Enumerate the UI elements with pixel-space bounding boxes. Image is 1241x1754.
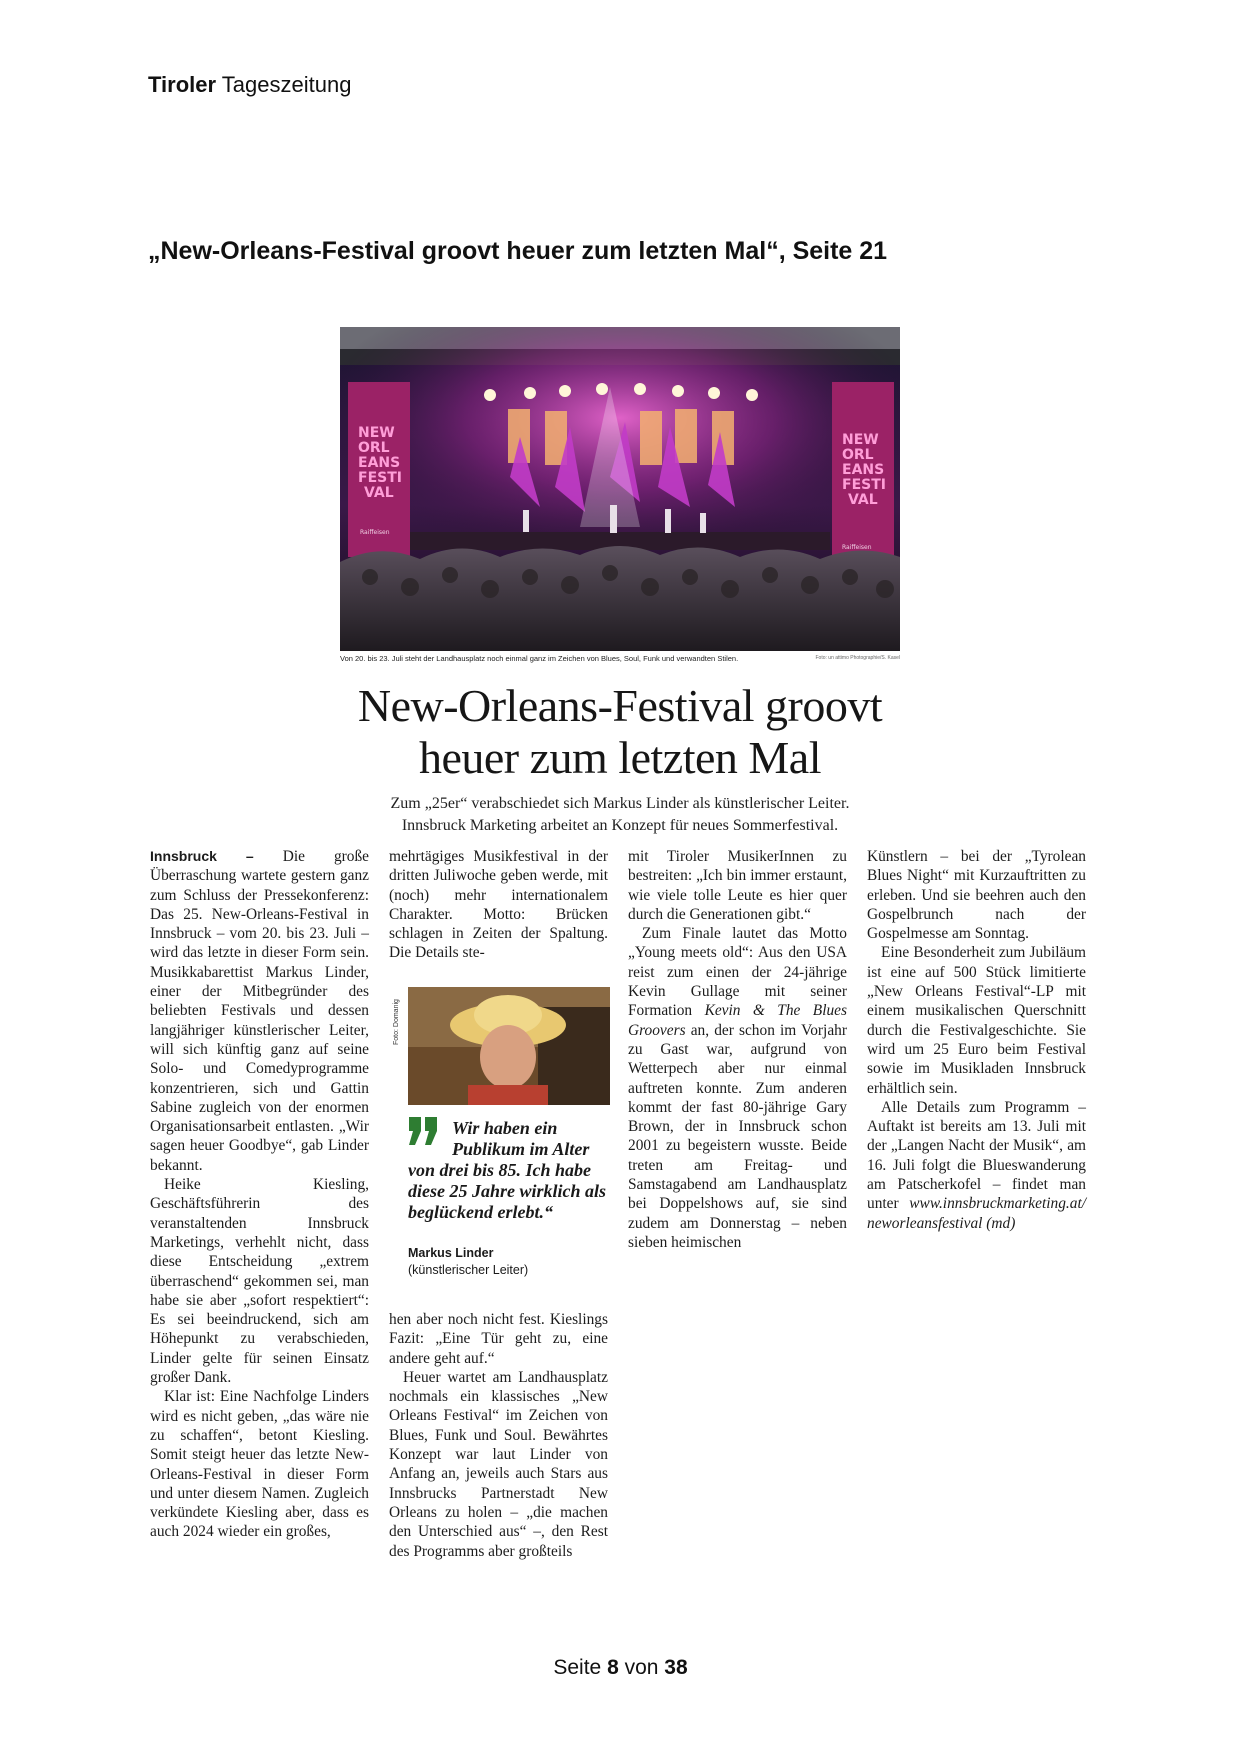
paragraph: Heike Kiesling, Geschäftsführerin des veranstaltenden Innsbruck Marketings, verhehlt nicht, dass diese Entscheidung „extrem überraschend“ gekommen sei, man habe sie aber „sofort respektiert“: Es sei beeindruckend, sich am Höhepunkt zu verabschieden, Linder gelte für seinen Einsatz großer Dank. xyxy=(150,1176,369,1387)
paragraph: mit Tiroler MusikerInnen zu bestreiten: „Ich bin immer erstaunt, wie viele tolle Leute es hier quer durch die Generationen gibt.“ xyxy=(628,848,847,923)
quote-line-2: Publikum im Alter xyxy=(452,1139,590,1159)
svg-text:FESTI: FESTI xyxy=(358,470,402,486)
pull-quote xyxy=(408,1118,612,1223)
clip-title: „New-Orleans-Festival groovt heuer zum letzten Mal“, Seite 21 xyxy=(148,237,888,265)
footer-total: 38 xyxy=(664,1656,688,1679)
band-name: Kevin & The Blues Groovers xyxy=(628,1002,847,1039)
page-footer xyxy=(0,1656,1241,1680)
svg-text:ORL: ORL xyxy=(842,447,874,463)
subline-line-2: Innsbruck Marketing arbeitet an Konzept für neues Sommerfestival. xyxy=(401,817,839,834)
svg-text:NEW: NEW xyxy=(842,432,879,448)
paragraph-text: Die große Überraschung wartete gestern ganz zum Schluss der Pressekonferenz: Das 25. New-Orleans-Festival in Innsbruck – vom 20. bis 23. Juli – wird das letzte in dieser Form sein. Musikkabarettist Markus Linder, einer der Mitbegründer des beliebten Festivals und dessen langjähriger künstlerischer Leiter, will sich künftig ganz auf seine Solo- und Comedyprogramme konzentrieren, sich und Gattin Sabine zugleich von der enormen Organisationsarbeit entlasten. „Wir sagen heuer Goodbye“, gab Linder bekannt. xyxy=(150,848,369,1174)
paragraph: Heuer wartet am Landhausplatz nochmals ein klassisches „New Orleans Festival“ im Zeichen von Blues, Funk und Soul. Bewährtes Konzept war laut Linder von Anfang an, jeweils auch Stars aus Innsbrucks Partnerstadt New Orleans zu holen – „die machen den Unterschied aus“ –, den Rest des Programms aber großteils xyxy=(389,1368,608,1560)
article-column-1 xyxy=(150,847,369,1542)
portrait-credit: Foto: Domanig xyxy=(393,999,400,1045)
quote-author-role: (künstlerischer Leiter) xyxy=(408,1263,529,1277)
paragraph: Künstlern – bei der „Tyrolean Blues Night“ mit Kurzauftritten zu erleben. Und sie beehren auch den Gospelbrunch nach der Gospelmesse am Sonntag. xyxy=(867,848,1086,943)
svg-text:EANS: EANS xyxy=(842,462,885,478)
footer-page: 8 xyxy=(607,1656,619,1679)
brand-rest: Tageszeitung xyxy=(221,72,352,97)
quote-author-name: Markus Linder xyxy=(408,1246,494,1260)
article-column-2-top xyxy=(389,847,608,963)
festival-url: www.innsbruckmarketing.at/ neworleansfestival (md) xyxy=(867,1195,1086,1232)
quote-line-1: Wir haben ein xyxy=(452,1118,558,1138)
article-headline xyxy=(300,680,940,784)
svg-text:FESTI: FESTI xyxy=(842,477,886,493)
headline-line-1: New-Orleans-Festival groovt xyxy=(357,680,883,731)
festival-photo xyxy=(340,327,900,651)
brand-bold: Tiroler xyxy=(148,72,217,97)
photo-credit: Foto: un attimo Photographie/S. Kasel xyxy=(815,655,900,661)
paragraph xyxy=(150,847,369,1175)
caption-text: Von 20. bis 23. Juli steht der Landhausplatz noch einmal ganz im Zeichen von Blues, Soul, Funk und verwandten Stilen. xyxy=(340,654,739,663)
svg-text:NEW: NEW xyxy=(358,425,395,441)
subline-line-1: Zum „25er“ verabschiedet sich Markus Linder als künstlerischer Leiter. xyxy=(390,795,850,812)
quote-author xyxy=(408,1245,528,1279)
quote-rest: von drei bis 85. Ich habe diese 25 Jahre wirklich als beglückend erlebt.“ xyxy=(408,1160,607,1222)
svg-text:VAL: VAL xyxy=(848,492,878,508)
newspaper-header xyxy=(148,72,351,98)
article-column-3 xyxy=(628,847,847,1252)
footer-mid: von xyxy=(624,1656,659,1679)
paragraph: Klar ist: Eine Nachfolge Linders wird es nicht geben, „das wäre nie zu schaffen“, betont Kiesling. Somit steigt heuer das letzte New-Orleans-Festival in dieser Form und unter diesem Namen. Zugleich verkündete Kiesling aber, dass es auch 2024 wieder ein großes, xyxy=(150,1388,369,1541)
paragraph-text: Alle Details zum Programm – Auftakt ist bereits am 13. Juli mit der „Langen Nacht der Musik“, am 16. Juli folgt die Blueswanderung am Patscherkofel – findet man unter xyxy=(867,1098,1086,1213)
photo-caption xyxy=(340,654,900,663)
svg-text:Raiffeisen: Raiffeisen xyxy=(360,529,390,536)
dateline: Innsbruck – xyxy=(150,848,254,864)
headline-line-2: heuer zum letzten Mal xyxy=(418,732,822,783)
svg-text:Raiffeisen: Raiffeisen xyxy=(842,544,872,551)
paragraph: mehrtägiges Musikfestival in der dritten Juliwoche geben werde, mit (noch) mehr internationalem Charakter. Motto: Brücken schlagen in Zeiten der Spaltung. Die Details ste- xyxy=(389,848,608,962)
svg-text:EANS: EANS xyxy=(358,455,401,471)
footer-prefix: Seite xyxy=(553,1656,602,1679)
article-column-2-bottom xyxy=(389,1310,608,1561)
paragraph xyxy=(628,924,847,1252)
portrait-photo xyxy=(408,987,610,1105)
article-column-4 xyxy=(867,847,1086,1233)
paragraph-text: an, der schon im Vorjahr zu Gast war, aufgrund von Wetterpech aber nur einmal auftreten konnte. Zum anderen kommt der fast 80-jährige Gary Brown, der in Innsbruck schon 2001 zu begeistern wusste. Beide treten am Freitag- und Samstagabend am Landhausplatz bei Doppelshows auf, sie sind zudem am Donnerstag – neben sieben heimischen xyxy=(628,1021,847,1251)
paragraph-text: Zum Finale lautet das Motto „Young meets old“: Aus den USA reist zum einen der 24-jährige Kevin Gullage mit seiner Formation xyxy=(628,925,847,1020)
paragraph: hen aber noch nicht fest. Kieslings Fazit: „Eine Tür geht zu, eine andere geht auf.“ xyxy=(389,1311,608,1367)
svg-text:ORL: ORL xyxy=(358,440,390,456)
paragraph xyxy=(867,1098,1086,1233)
paragraph: Eine Besonderheit zum Jubiläum ist eine auf 500 Stück limitierte „New Orleans Festival“-LP mit einem musikalischen Querschnitt durch die Festivalgeschichte. Sie wird um 25 Euro beim Festival sowie im Musikladen Innsbruck erhältlich sein. xyxy=(867,944,1086,1097)
svg-text:VAL: VAL xyxy=(364,485,394,501)
article-subheadline xyxy=(300,793,940,837)
